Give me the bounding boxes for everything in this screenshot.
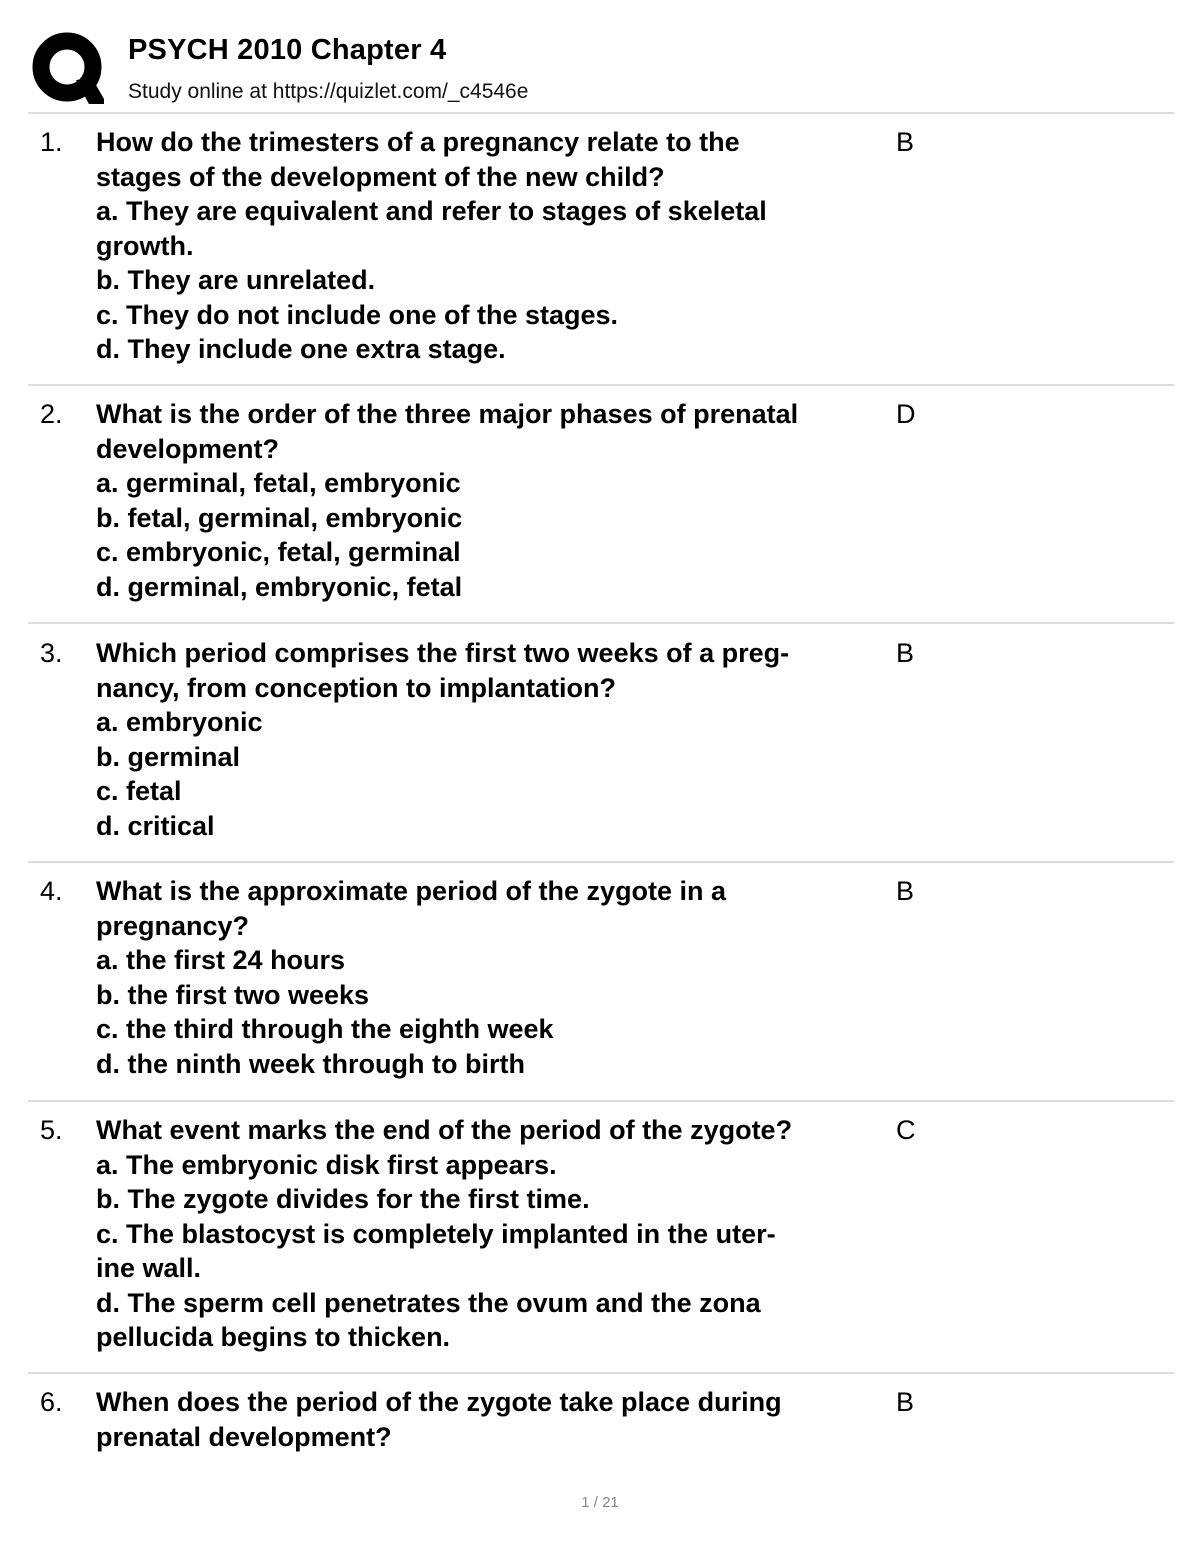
question-line: prenatal development? (96, 1421, 392, 1452)
question-divider (28, 1100, 1174, 1102)
question-line: When does the period of the zygote take place during (96, 1387, 782, 1417)
question-text (96, 1113, 896, 1355)
page-header (28, 30, 1174, 110)
header-divider (28, 112, 1174, 114)
question-item (28, 1113, 1174, 1358)
question-line: Which period comprises the first two weeks of a preg- (96, 638, 790, 668)
option-line: a. germinal, fetal, embryonic (96, 468, 461, 498)
question-divider (28, 384, 1174, 386)
option-line: ine wall. (96, 1253, 202, 1283)
answer-key: B (896, 638, 915, 668)
option-line: d. They include one extra stage. (96, 334, 506, 364)
question-item (28, 397, 1174, 607)
question-text (96, 636, 896, 843)
question-text (96, 1385, 896, 1454)
option-line: d. germinal, embryonic, fetal (96, 571, 463, 602)
question-item (28, 125, 1174, 370)
question-line: What is the order of the three major phases of prenatal (96, 399, 799, 429)
option-line: a. the first 24 hours (96, 945, 346, 975)
option-line: d. The sperm cell penetrates the ovum and the zona (96, 1287, 761, 1318)
option-line: growth. (96, 230, 194, 261)
question-line: stages of the development of the new child? (96, 161, 665, 192)
study-online-link[interactable]: Study online at https://quizlet.com/_c4546e (128, 80, 529, 103)
question-line: pregnancy? (96, 910, 250, 941)
question-line: nancy, from conception to implantation? (96, 672, 617, 703)
question-number: 1. (40, 127, 63, 157)
option-line: c. They do not include one of the stages. (96, 299, 619, 330)
option-line: pellucida begins to thicken. (96, 1322, 451, 1352)
option-line: b. fetal, germinal, embryonic (96, 502, 463, 533)
answer-key: B (896, 127, 915, 157)
quizlet-logo-icon (32, 32, 104, 104)
question-item (28, 636, 1174, 846)
option-line: b. They are unrelated. (96, 265, 376, 295)
question-line: development? (96, 433, 280, 464)
question-number: 3. (40, 638, 63, 668)
question-item (28, 1385, 1174, 1457)
question-item (28, 874, 1174, 1084)
question-text (96, 874, 896, 1081)
question-line: How do the trimesters of a pregnancy relate to the (96, 127, 740, 157)
option-line: a. They are equivalent and refer to stages of skeletal (96, 196, 767, 226)
answer-key: B (896, 876, 915, 906)
question-number: 6. (40, 1387, 63, 1417)
question-divider (28, 622, 1174, 624)
option-line: c. fetal (96, 776, 182, 806)
question-line: What is the approximate period of the zygote in a (96, 876, 727, 906)
page-number: 1 / 21 (581, 1494, 619, 1511)
question-text (96, 397, 896, 604)
document-title: PSYCH 2010 Chapter 4 (128, 34, 447, 66)
answer-key: C (896, 1115, 916, 1145)
option-line: a. embryonic (96, 707, 263, 737)
option-line: c. the third through the eighth week (96, 1014, 554, 1044)
answer-key: D (896, 399, 916, 429)
question-number: 5. (40, 1115, 63, 1145)
question-divider (28, 1372, 1174, 1374)
option-line: c. The blastocyst is completely implanted in the uter- (96, 1218, 776, 1249)
answer-key: B (896, 1387, 915, 1417)
question-line: What event marks the end of the period of the zygote? (96, 1115, 793, 1145)
question-text (96, 125, 896, 367)
option-line: c. embryonic, fetal, germinal (96, 537, 461, 567)
option-line: b. The zygote divides for the first time. (96, 1184, 590, 1214)
option-line: d. critical (96, 810, 215, 841)
option-line: b. germinal (96, 741, 241, 772)
option-line: a. The embryonic disk first appears. (96, 1149, 557, 1180)
question-number: 2. (40, 399, 63, 429)
option-line: b. the first two weeks (96, 979, 370, 1010)
option-line: d. the ninth week through to birth (96, 1048, 525, 1079)
question-number: 4. (40, 876, 63, 906)
question-divider (28, 861, 1174, 863)
